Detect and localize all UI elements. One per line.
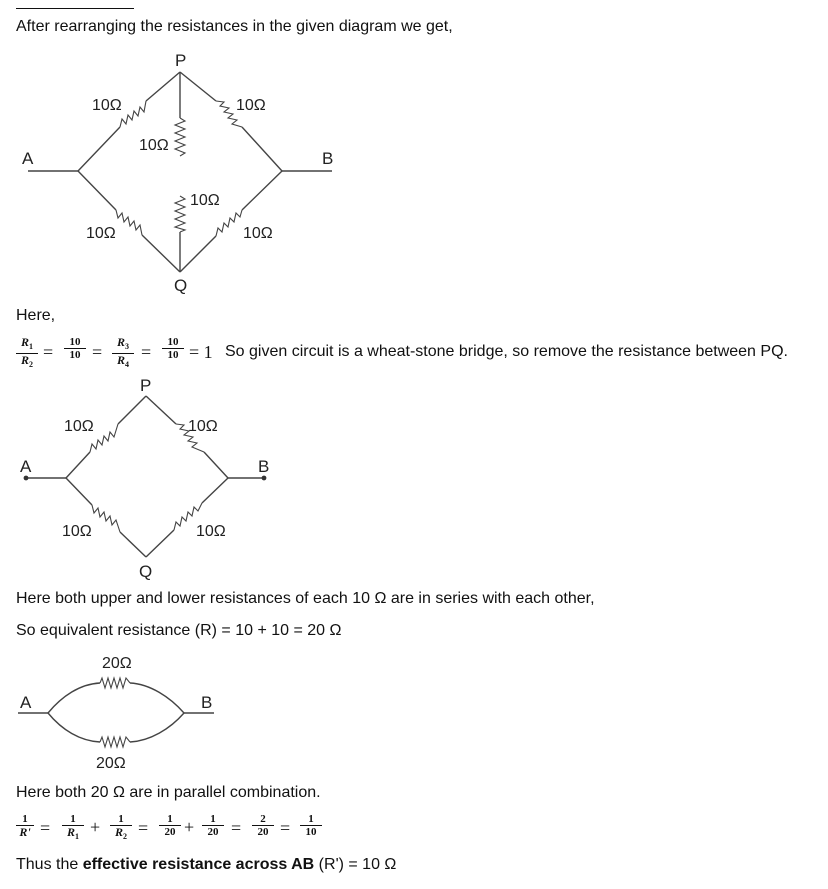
eq-twenty: 20	[164, 826, 176, 838]
r1-sub: 1	[75, 832, 79, 842]
r-prime-symbol: R'	[19, 825, 31, 839]
r2-symbol: R	[20, 353, 29, 368]
node-a-label: A	[20, 693, 32, 712]
final-bold-text: effective resistance across AB	[82, 856, 315, 873]
node-p-label: P	[140, 376, 152, 395]
equals-sign: =	[141, 342, 152, 362]
ratio-result: = 1	[189, 342, 213, 362]
node-b-label: B	[322, 149, 334, 168]
frac-2-over-20	[252, 813, 274, 838]
equals-sign: =	[43, 342, 54, 362]
resistor-qb-label: 10Ω	[196, 523, 226, 540]
r1-symbol: R	[20, 335, 29, 349]
ratio-denominator-1: 10	[69, 349, 81, 361]
frac-1-over-rp	[16, 813, 34, 839]
r2-sub: 2	[29, 360, 33, 370]
parallel-text: Here both 20 Ω are in parallel combination.	[16, 784, 321, 801]
eq-one: 1	[16, 813, 34, 826]
ratio-denominator-2: 10	[167, 349, 179, 361]
frac-1-over-r2	[110, 813, 132, 843]
node-a-label: A	[20, 457, 32, 476]
resistor-ap-label: 10Ω	[92, 97, 122, 114]
here-text: Here,	[16, 307, 56, 324]
series-text: Here both upper and lower resistances of each 10 Ω are in series with each other,	[16, 590, 595, 607]
resistor-ap-label: 10Ω	[64, 418, 94, 435]
node-a-label: A	[22, 149, 34, 168]
final-suffix: (R') = 10 Ω	[314, 856, 397, 873]
frac-1-over-r1	[62, 813, 84, 843]
frac-1-over-10	[300, 813, 322, 838]
resistor-top-label: 20Ω	[102, 655, 132, 672]
r2-symbol: R	[114, 825, 123, 839]
eq-one: 1	[62, 813, 84, 826]
final-prefix: Thus the	[16, 856, 83, 873]
eq-one: 1	[159, 813, 181, 826]
resistor-aq-label: 10Ω	[86, 225, 116, 242]
ratio-numerator-2: 10	[162, 336, 184, 349]
frac-1-over-20-b	[202, 813, 224, 838]
eq-twenty: 20	[207, 826, 219, 838]
r4-symbol: R	[116, 353, 125, 368]
equals-sign: =	[231, 818, 242, 838]
ratio-explanation: So given circuit is a wheat-stone bridge, so remove the resistance between PQ.	[225, 343, 788, 360]
eq-two: 2	[252, 813, 274, 826]
node-q-label: Q	[139, 562, 153, 581]
r3-symbol: R	[116, 335, 125, 349]
intro-text: After rearranging the resistances in the given diagram we get,	[16, 18, 453, 35]
resistor-pb-label: 10Ω	[236, 97, 266, 114]
resistor-pq-top-label: 10Ω	[139, 137, 169, 154]
resistor-qb-label: 10Ω	[243, 225, 273, 242]
resistor-aq-label: 10Ω	[62, 523, 92, 540]
eq-one: 1	[110, 813, 132, 826]
equals-sign: =	[280, 818, 291, 838]
node-q-label: Q	[174, 276, 188, 295]
ratio-numerator-1: 10	[64, 336, 86, 349]
plus-sign: +	[90, 817, 101, 837]
eq-one: 1	[300, 813, 322, 826]
resistor-pb-label: 10Ω	[188, 418, 218, 435]
r4-sub: 4	[125, 360, 129, 370]
resistor-pq-bottom-label: 10Ω	[190, 192, 220, 209]
r2-sub: 2	[123, 832, 127, 842]
r1-sub: 1	[29, 342, 33, 352]
r1-symbol: R	[66, 825, 75, 839]
plus-sign: +	[184, 817, 195, 837]
frac-1-over-20-a	[159, 813, 181, 838]
r3-sub: 3	[125, 342, 129, 352]
eq-ten: 10	[305, 826, 317, 838]
eq-twenty: 20	[257, 826, 269, 838]
resistor-bottom-label: 20Ω	[96, 755, 126, 772]
equals-sign: =	[92, 342, 103, 362]
equals-sign: =	[138, 818, 149, 838]
node-b-label: B	[201, 693, 213, 712]
equals-sign: =	[40, 818, 51, 838]
final-statement	[16, 856, 396, 874]
node-p-label: P	[175, 51, 187, 70]
equivalent-text: So equivalent resistance (R) = 10 + 10 = 20 Ω	[16, 622, 342, 639]
eq-one: 1	[202, 813, 224, 826]
node-b-label: B	[258, 457, 270, 476]
